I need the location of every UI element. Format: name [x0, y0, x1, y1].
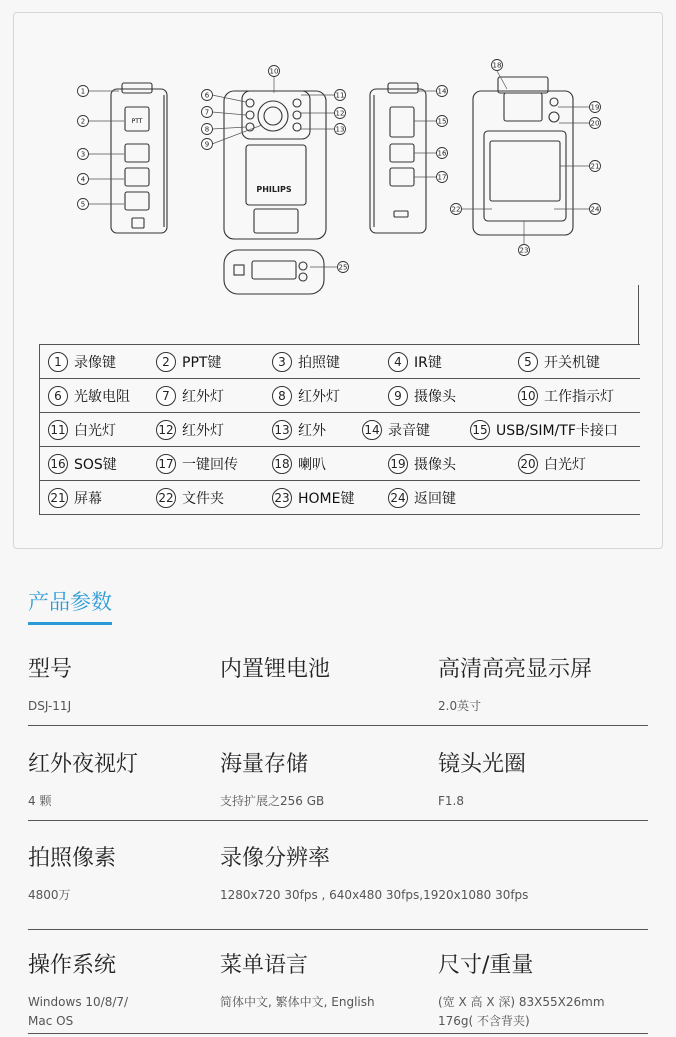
legend-number: 20	[518, 454, 538, 474]
svg-text:1: 1	[80, 87, 86, 96]
spec-value	[438, 993, 605, 1031]
callout-13	[301, 124, 346, 135]
legend-label: 红外灯	[182, 388, 224, 405]
legend-row	[40, 344, 640, 379]
legend-number: 8	[272, 386, 292, 406]
spec-value: 4800万	[28, 888, 71, 902]
spec-heading: 红外夜视灯	[28, 752, 139, 777]
svg-text:12: 12	[335, 109, 345, 118]
legend-label: 白光灯	[74, 422, 116, 439]
legend-number: 11	[48, 420, 68, 440]
legend-number: 22	[156, 488, 176, 508]
svg-text:20: 20	[590, 119, 600, 128]
spec-value: 2.0英寸	[438, 699, 482, 713]
callout-2	[78, 116, 125, 127]
svg-text:19: 19	[590, 103, 600, 112]
legend-number: 7	[156, 386, 176, 406]
legend-item	[48, 379, 130, 412]
legend-item	[388, 447, 456, 480]
legend-number: 18	[272, 454, 292, 474]
legend-item	[388, 481, 456, 514]
legend-number: 17	[156, 454, 176, 474]
legend-label: 红外灯	[298, 388, 340, 405]
svg-text:18: 18	[492, 61, 502, 70]
legend-number: 3	[272, 352, 292, 372]
svg-text:17: 17	[437, 173, 447, 182]
spec-value	[28, 993, 128, 1031]
legend-number: 19	[388, 454, 408, 474]
legend-label: 一键回传	[182, 456, 238, 473]
spec-heading: 录像分辨率	[220, 846, 331, 871]
legend-item	[388, 379, 456, 412]
legend-number: 14	[362, 420, 382, 440]
legend-label: 光敏电阻	[74, 388, 130, 405]
spec-heading: 尺寸/重量	[438, 953, 534, 978]
legend-item	[156, 345, 221, 378]
svg-text:15: 15	[437, 117, 447, 126]
back-view	[473, 77, 573, 235]
spec-heading: 镜头光圈	[438, 752, 527, 777]
svg-text:22: 22	[451, 205, 461, 214]
spec-item	[28, 948, 128, 1031]
spec-heading: 操作系统	[28, 953, 117, 978]
legend-number: 5	[518, 352, 538, 372]
callout-18	[492, 60, 508, 90]
spec-value-line: (宽 X 高 X 深) 83X55X26mm	[438, 995, 605, 1009]
legend-number: 2	[156, 352, 176, 372]
legend-row	[40, 379, 640, 413]
svg-text:8: 8	[204, 125, 210, 134]
legend-item	[48, 413, 116, 446]
spec-heading: 菜单语言	[220, 953, 309, 978]
legend-number: 21	[48, 488, 68, 508]
spec-row	[28, 652, 648, 726]
spec-value: 1280x720 30fps , 640x480 30fps,1920x1080 30fps	[220, 888, 529, 902]
legend-label: 摄像头	[414, 456, 456, 473]
legend-label: 红外	[298, 422, 326, 439]
callout-17	[414, 172, 448, 183]
svg-text:25: 25	[338, 263, 348, 272]
svg-text:7: 7	[204, 108, 210, 117]
legend-number: 16	[48, 454, 68, 474]
legend-item	[272, 345, 340, 378]
svg-text:11: 11	[335, 91, 345, 100]
spec-item	[28, 652, 72, 716]
legend-item	[272, 481, 354, 514]
legend-label: 喇叭	[298, 456, 326, 473]
callout-12	[301, 108, 346, 119]
spec-item	[220, 948, 375, 1012]
spec-item	[28, 841, 116, 905]
legend-label: SOS键	[74, 456, 117, 473]
svg-text:23: 23	[519, 246, 529, 255]
callout-16	[414, 148, 448, 159]
legend-label: 拍照键	[298, 354, 340, 371]
legend-number: 23	[272, 488, 292, 508]
legend-item	[156, 447, 238, 480]
legend-label: USB/SIM/TF卡接口	[496, 422, 618, 439]
legend-label: 屏幕	[74, 490, 102, 507]
svg-text:5: 5	[80, 200, 86, 209]
spec-item	[438, 948, 605, 1031]
callout-4	[78, 174, 125, 185]
callout-25	[310, 262, 349, 273]
callout-3	[78, 149, 125, 160]
legend-label: PPT键	[182, 354, 222, 371]
svg-text:21: 21	[590, 162, 600, 171]
callout-15	[414, 116, 448, 127]
legend-number: 1	[48, 352, 68, 372]
callout-22	[451, 204, 493, 215]
spec-item	[220, 841, 528, 905]
svg-text:16: 16	[437, 149, 447, 158]
legend-label: 返回键	[414, 490, 456, 507]
legend-label: 红外灯	[182, 422, 224, 439]
callout-23	[519, 221, 530, 256]
legend-item	[156, 413, 224, 446]
bottom-view	[224, 250, 324, 294]
legend-number: 9	[388, 386, 408, 406]
svg-text:13: 13	[335, 125, 345, 134]
diagram-card	[13, 12, 663, 549]
legend-item	[272, 447, 326, 480]
legend-label: IR键	[414, 354, 442, 371]
legend-number: 13	[272, 420, 292, 440]
legend-row	[40, 447, 640, 481]
spec-item	[28, 747, 138, 811]
legend-item	[518, 447, 586, 480]
legend-divider	[638, 285, 639, 345]
legend-item	[362, 413, 430, 446]
spec-row	[28, 841, 648, 930]
legend-item	[48, 481, 102, 514]
callout-10	[269, 66, 280, 94]
legend-table	[39, 344, 640, 515]
legend-number: 6	[48, 386, 68, 406]
callout-20	[559, 118, 601, 129]
legend-label: 摄像头	[414, 388, 456, 405]
legend-label: 录音键	[388, 422, 430, 439]
callout-14	[418, 86, 448, 97]
spec-value: 支持扩展之256 GB	[220, 794, 325, 808]
spec-value: 简体中文, 繁体中文, English	[220, 995, 375, 1009]
spec-heading: 高清高亮显示屏	[438, 657, 593, 682]
legend-row	[40, 413, 640, 447]
legend-number: 12	[156, 420, 176, 440]
legend-item	[156, 481, 224, 514]
svg-text:10: 10	[269, 67, 279, 76]
legend-number: 24	[388, 488, 408, 508]
legend-item	[48, 447, 117, 480]
side-view-right	[370, 83, 426, 233]
spec-heading: 拍照像素	[28, 846, 117, 871]
spec-row	[28, 948, 648, 1034]
svg-text:14: 14	[437, 87, 447, 96]
section-title: 产品参数	[28, 586, 112, 625]
legend-row	[40, 481, 640, 515]
legend-label: 文件夹	[182, 490, 224, 507]
spec-heading: 内置锂电池	[220, 657, 331, 682]
legend-label: 白光灯	[544, 456, 586, 473]
svg-text:24: 24	[590, 205, 600, 214]
side-view-left	[111, 83, 167, 233]
legend-label: 工作指示灯	[544, 388, 614, 405]
legend-item	[272, 413, 326, 446]
legend-label: 录像键	[74, 354, 116, 371]
spec-heading: 海量存储	[220, 752, 309, 777]
spec-value: F1.8	[438, 794, 464, 808]
svg-text:6: 6	[204, 91, 210, 100]
spec-value: 4 颗	[28, 794, 52, 808]
legend-number: 10	[518, 386, 538, 406]
spec-value: DSJ-11J	[28, 699, 72, 713]
legend-item	[470, 413, 618, 446]
spec-item	[438, 652, 592, 716]
spec-heading: 型号	[28, 657, 73, 682]
callout-24	[554, 204, 601, 215]
legend-item	[518, 379, 614, 412]
legend-item	[156, 379, 224, 412]
spec-item	[438, 747, 526, 811]
spec-row	[28, 747, 648, 821]
legend-label: 开关机键	[544, 354, 600, 371]
legend-number: 15	[470, 420, 490, 440]
callout-5	[78, 199, 125, 210]
legend-item	[272, 379, 340, 412]
legend-item	[48, 345, 116, 378]
spec-item	[220, 747, 324, 811]
svg-text:9: 9	[204, 140, 210, 149]
svg-text:3: 3	[80, 150, 86, 159]
legend-label: HOME键	[298, 490, 355, 507]
brand-logo: PHILIPS	[256, 185, 292, 194]
spec-value-line: Mac OS	[28, 1014, 74, 1028]
spec-value-line: 176g( 不含背夹)	[438, 1014, 530, 1028]
callout-19	[558, 102, 601, 113]
spec-value-line: Windows 10/8/7/	[28, 995, 129, 1009]
ptt-text: PTT	[131, 118, 143, 125]
legend-number: 4	[388, 352, 408, 372]
callout-1	[78, 86, 120, 97]
legend-item	[388, 345, 442, 378]
spec-item	[220, 652, 330, 683]
legend-item	[518, 345, 600, 378]
svg-text:4: 4	[80, 175, 86, 184]
svg-text:2: 2	[80, 117, 86, 126]
